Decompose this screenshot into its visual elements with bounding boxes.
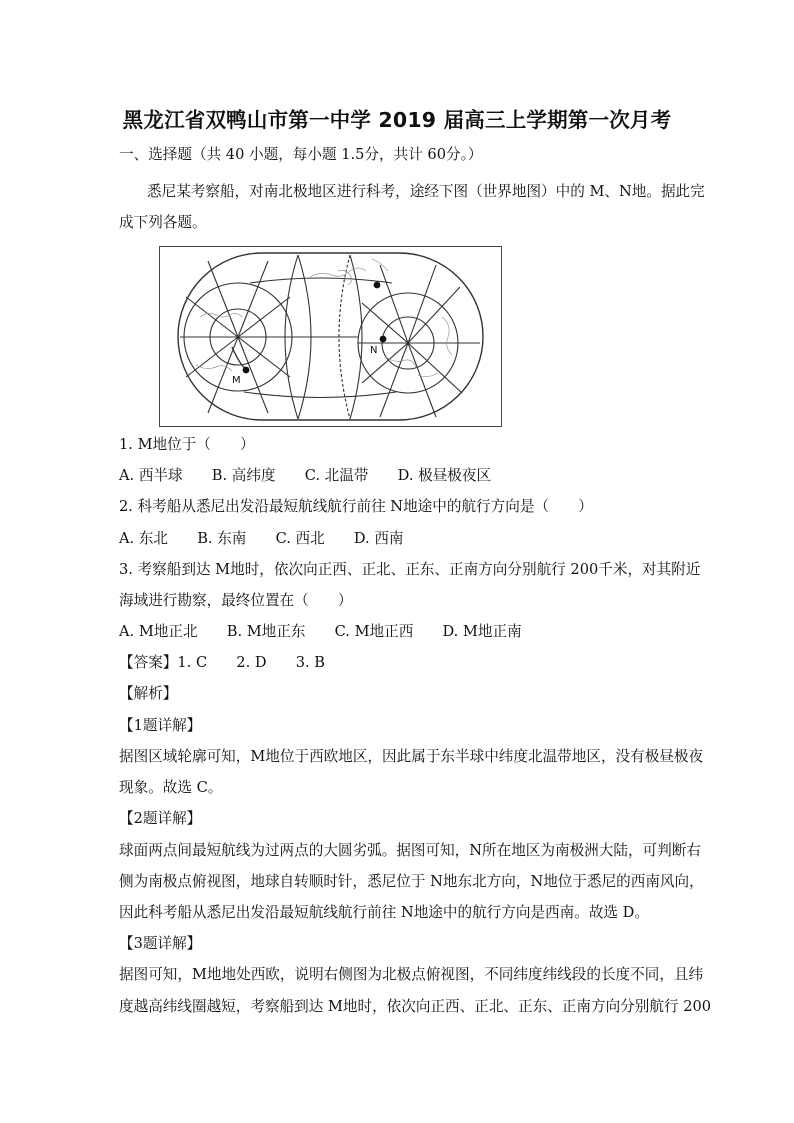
intro-line-2: 成下列各题。 <box>119 214 207 231</box>
detail-2-line-2: 侧为南极点俯视图，地球自转顺时针，悉尼位于 N地东北方向，N地位于悉尼的西南风向， <box>119 873 704 890</box>
map-label-m: M <box>232 375 241 386</box>
question-2-options: A. 东北 B. 东南 C. 西北 D. 西南 <box>119 530 404 547</box>
question-2-stem: 2. 科考船从悉尼出发沿最短航线航行前往 N地途中的航行方向是（ ） <box>119 498 593 515</box>
map-point-n <box>380 336 387 343</box>
page-title: 黑龙江省双鸭山市第一中学 2019 届高三上学期第一次月考 <box>122 108 672 132</box>
answer-line: 【答案】1. C 2. D 3. B <box>119 654 326 671</box>
detail-3-line-1: 据图可知，M地地处西欧，说明右侧图为北极点俯视图，不同纬度纬线段的长度不同，且纬 <box>119 966 704 983</box>
detail-3-line-2: 度越高纬线圈越短，考察船到达 M地时，依次向正西、正北、正东、正南方向分别航行 200 <box>119 998 712 1015</box>
question-3-stem: 3. 考察船到达 M地时，依次向正西、正北、正东、正南方向分别航行 200千米，对其附近 <box>119 561 701 578</box>
question-3-stem-cont: 海域进行勘察，最终位置在（ ） <box>119 592 353 609</box>
detail-1-label: 【1题详解】 <box>119 717 202 734</box>
question-1-stem: 1. M地位于（ ） <box>119 436 255 453</box>
map-label-n: N <box>370 345 378 356</box>
detail-1-line-2: 现象。故选 C。 <box>119 779 223 796</box>
section-header: 一、选择题（共 40 小题，每小题 1.5分，共计 60分。） <box>119 146 483 163</box>
question-3-options: A. M地正北 B. M地正东 C. M地正西 D. M地正南 <box>119 623 522 640</box>
detail-2-line-3: 因此科考船从悉尼出发沿最短航线航行前往 N地途中的航行方向是西南。故选 D。 <box>119 904 649 921</box>
map-point-m <box>243 367 250 374</box>
map-point-upper <box>374 282 381 289</box>
world-map-figure <box>159 246 502 427</box>
analysis-label: 【解析】 <box>119 685 178 702</box>
detail-3-label: 【3题详解】 <box>119 935 202 952</box>
question-1-options: A. 西半球 B. 高纬度 C. 北温带 D. 极昼极夜区 <box>119 467 492 484</box>
detail-1-line-1: 据图区域轮廓可知，M地位于西欧地区，因此属于东半球中纬度北温带地区，没有极昼极夜 <box>119 748 704 765</box>
detail-2-line-1: 球面两点间最短航线为过两点的大圆劣弧。据图可知，N所在地区为南极洲大陆，可判断右 <box>119 842 701 859</box>
intro-line-1: 悉尼某考察船，对南北极地区进行科考，途经下图（世界地图）中的 M、N地。据此完 <box>147 183 705 200</box>
detail-2-label: 【2题详解】 <box>119 810 202 827</box>
